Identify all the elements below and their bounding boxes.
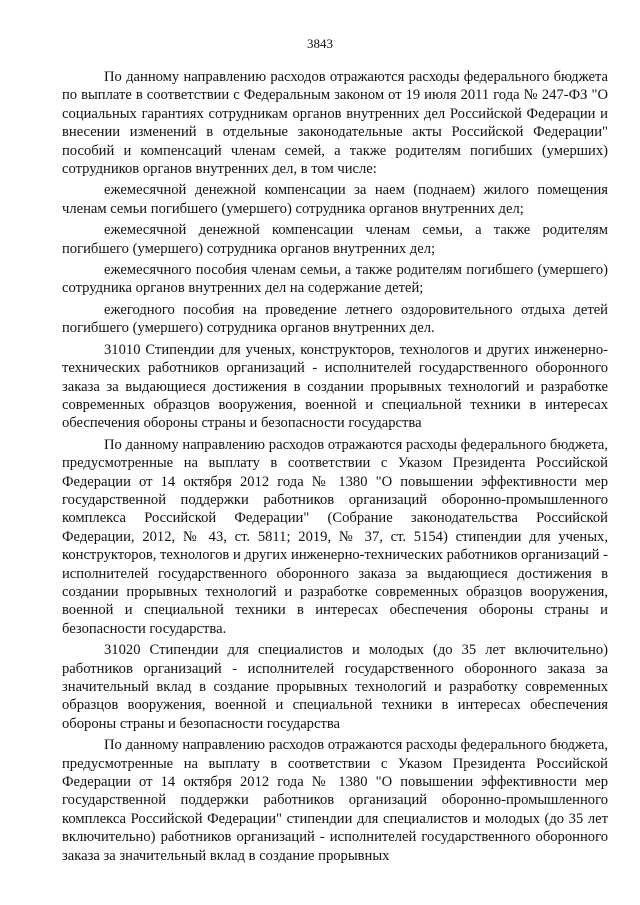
document-body <box>62 68 608 865</box>
paragraph-intro: По данному направлению расходов отражаются расходы федерального бюджета по выплате в соответствии с Федеральным законом от 19 июля 2011 года № 247-ФЗ "О социальных гарантиях сотрудникам органов внутренних дел Российской Федерации и внесении изменений в отдельные законодательные акты Российской Федерации" пособий и компенсаций членам семей, а также родителям погибших (умерших) сотрудников органов внутренних дел, в том числе: <box>62 69 608 178</box>
list-item-monthly-compensation: ежемесячной денежной компенсации членам семьи, а также родителям погибшего (умершего) сотрудника органов внутренних дел; <box>62 222 608 257</box>
section-heading-31020: 31020 Стипендии для специалистов и молодых (до 35 лет включительно) работников организаций - исполнителей государственного оборонного заказа за значительный вклад в создание прорывных технологий и разработку современных образцов вооружения, военной и специальной техники в интересах обеспечения обороны страны и безопасности государства <box>62 642 608 732</box>
section-heading-31010: 31010 Стипендии для ученых, конструкторов, технологов и других инженерно-технических работников организаций - исполнителей государственного оборонного заказа за выдающиеся достижения в создании прорывных технологий и разработке современных образцов вооружения, военной и специальной техники в интересах обеспечения обороны страны и безопасности государства <box>62 341 608 432</box>
paragraph-31010-description: По данному направлению расходов отражаются расходы федерального бюджета, предусмотренные на выплату в соответствии с Указом Президента Российской Федерации от 14 октября 2012 года № 1380 "О повышении эффективности мер государственной поддержки работников организаций оборонно-промышленного комплекса Российской Федерации" (Собрание законодательства Российской Федерации, 2012, № 43, ст. 5811; 2019, № 37, ст. 5154) стипендии для ученых, конструкторов, технологов и других инженерно-технических работников организаций - исполнителей государственного оборонного заказа за выдающиеся достижения в создании прорывных технологий и разработке современных образцов вооружения, военной и специальной техники в интересах обеспечения обороны страны и безопасности государства. <box>62 436 608 637</box>
list-item-housing-compensation: ежемесячной денежной компенсации за наем (поднаем) жилого помещения членам семьи погибшего (умершего) сотрудника органов внутренних дел; <box>62 182 608 217</box>
page-number: 3843 <box>307 36 333 51</box>
list-item-child-allowance: ежемесячного пособия членам семьи, а также родителям погибшего (умершего) сотрудника органов внутренних дел на содержание детей; <box>62 262 608 297</box>
paragraph-31020-description: По данному направлению расходов отражаются расходы федерального бюджета, предусмотренные на выплату в соответствии с Указом Президента Российской Федерации от 14 октября 2012 года № 1380 "О повышении эффективности мер государственной поддержки работников организаций оборонно-промышленного комплекса Российской Федерации" стипендии для специалистов и молодых (до 35 лет включительно) работников организаций - исполнителей государственного оборонного заказа за значительный вклад в создание прорывных <box>62 737 608 864</box>
list-item-summer-rest-allowance: ежегодного пособия на проведение летнего оздоровительного отдыха детей погибшего (умершего) сотрудника органов внутренних дел. <box>62 301 608 337</box>
